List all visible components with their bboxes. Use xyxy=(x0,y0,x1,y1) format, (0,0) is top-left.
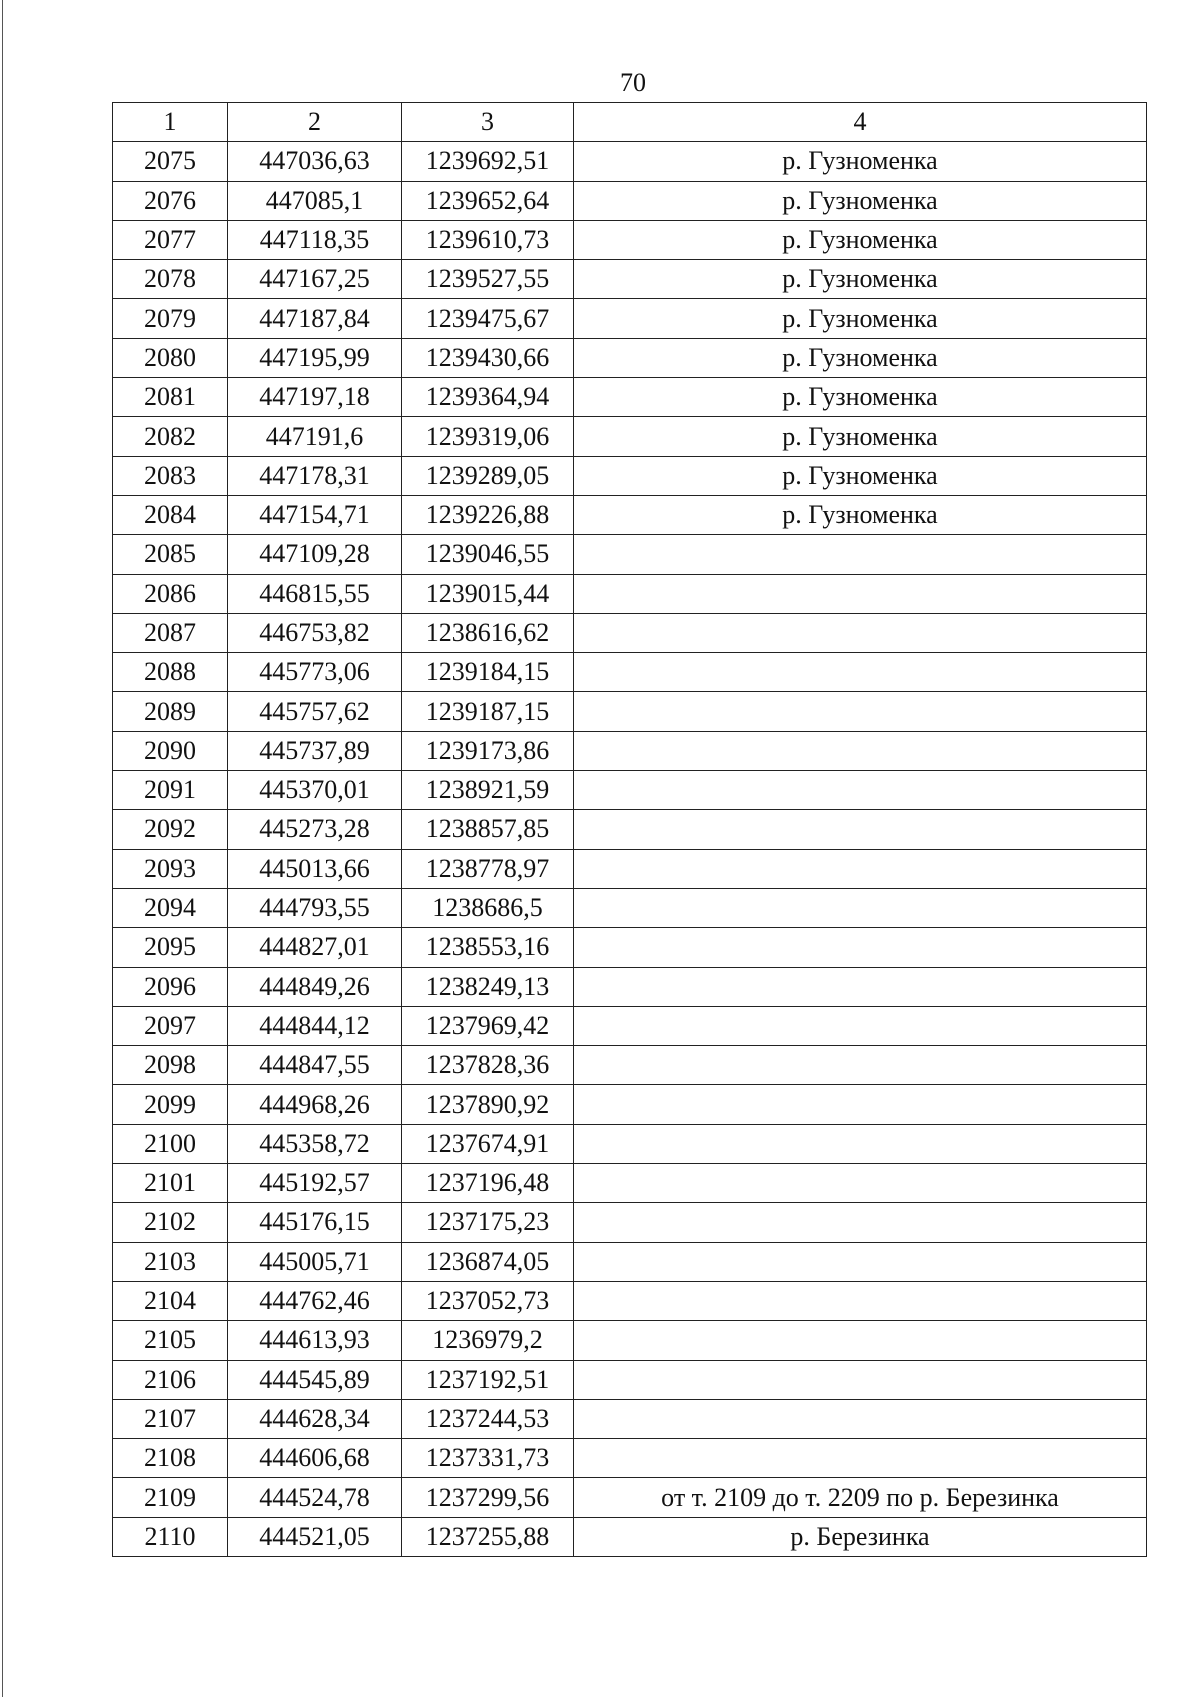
column-header: 2 xyxy=(228,103,402,142)
table-row xyxy=(113,653,1147,692)
description-cell: р. Гузноменка xyxy=(574,142,1147,181)
table-row xyxy=(113,888,1147,927)
point-number-cell: 2087 xyxy=(113,613,228,652)
description-cell xyxy=(574,810,1147,849)
x-coordinate-cell: 445176,15 xyxy=(228,1203,402,1242)
x-coordinate-cell: 444847,55 xyxy=(228,1046,402,1085)
y-coordinate-cell: 1237969,42 xyxy=(402,1006,574,1045)
table-row xyxy=(113,1242,1147,1281)
x-coordinate-cell: 447187,84 xyxy=(228,299,402,338)
y-coordinate-cell: 1239475,67 xyxy=(402,299,574,338)
point-number-cell: 2093 xyxy=(113,849,228,888)
point-number-cell: 2082 xyxy=(113,417,228,456)
description-cell: от т. 2109 до т. 2209 по р. Березинка xyxy=(574,1478,1147,1517)
scan-edge xyxy=(2,0,3,1697)
table-row xyxy=(113,1203,1147,1242)
description-cell xyxy=(574,771,1147,810)
y-coordinate-cell: 1239610,73 xyxy=(402,220,574,259)
table-row xyxy=(113,692,1147,731)
description-cell xyxy=(574,653,1147,692)
table-row xyxy=(113,849,1147,888)
table-row xyxy=(113,260,1147,299)
table-row xyxy=(113,417,1147,456)
x-coordinate-cell: 447118,35 xyxy=(228,220,402,259)
table-body xyxy=(113,142,1147,1557)
y-coordinate-cell: 1239015,44 xyxy=(402,574,574,613)
table-row xyxy=(113,1360,1147,1399)
description-cell: р. Гузноменка xyxy=(574,220,1147,259)
x-coordinate-cell: 445013,66 xyxy=(228,849,402,888)
x-coordinate-cell: 444849,26 xyxy=(228,967,402,1006)
x-coordinate-cell: 447036,63 xyxy=(228,142,402,181)
point-number-cell: 2089 xyxy=(113,692,228,731)
table-row xyxy=(113,613,1147,652)
point-number-cell: 2090 xyxy=(113,731,228,770)
description-cell: р. Гузноменка xyxy=(574,338,1147,377)
y-coordinate-cell: 1237331,73 xyxy=(402,1439,574,1478)
y-coordinate-cell: 1238553,16 xyxy=(402,928,574,967)
description-cell xyxy=(574,1242,1147,1281)
table-row xyxy=(113,1399,1147,1438)
y-coordinate-cell: 1239046,55 xyxy=(402,535,574,574)
point-number-cell: 2086 xyxy=(113,574,228,613)
x-coordinate-cell: 445773,06 xyxy=(228,653,402,692)
point-number-cell: 2079 xyxy=(113,299,228,338)
table-row xyxy=(113,220,1147,259)
description-cell xyxy=(574,1124,1147,1163)
point-number-cell: 2077 xyxy=(113,220,228,259)
description-cell xyxy=(574,1164,1147,1203)
description-cell xyxy=(574,1203,1147,1242)
x-coordinate-cell: 444521,05 xyxy=(228,1517,402,1556)
y-coordinate-cell: 1239692,51 xyxy=(402,142,574,181)
table-row xyxy=(113,928,1147,967)
point-number-cell: 2081 xyxy=(113,378,228,417)
description-cell: р. Гузноменка xyxy=(574,299,1147,338)
x-coordinate-cell: 444762,46 xyxy=(228,1281,402,1320)
y-coordinate-cell: 1237890,92 xyxy=(402,1085,574,1124)
point-number-cell: 2105 xyxy=(113,1321,228,1360)
description-cell xyxy=(574,535,1147,574)
y-coordinate-cell: 1239226,88 xyxy=(402,495,574,534)
x-coordinate-cell: 447178,31 xyxy=(228,456,402,495)
point-number-cell: 2095 xyxy=(113,928,228,967)
x-coordinate-cell: 447195,99 xyxy=(228,338,402,377)
point-number-cell: 2110 xyxy=(113,1517,228,1556)
y-coordinate-cell: 1236979,2 xyxy=(402,1321,574,1360)
description-cell: р. Гузноменка xyxy=(574,260,1147,299)
y-coordinate-cell: 1239184,15 xyxy=(402,653,574,692)
column-header: 3 xyxy=(402,103,574,142)
point-number-cell: 2076 xyxy=(113,181,228,220)
x-coordinate-cell: 444827,01 xyxy=(228,928,402,967)
y-coordinate-cell: 1237196,48 xyxy=(402,1164,574,1203)
point-number-cell: 2088 xyxy=(113,653,228,692)
x-coordinate-cell: 445737,89 xyxy=(228,731,402,770)
y-coordinate-cell: 1239289,05 xyxy=(402,456,574,495)
x-coordinate-cell: 447085,1 xyxy=(228,181,402,220)
point-number-cell: 2104 xyxy=(113,1281,228,1320)
x-coordinate-cell: 444606,68 xyxy=(228,1439,402,1478)
table-row xyxy=(113,1439,1147,1478)
y-coordinate-cell: 1239652,64 xyxy=(402,181,574,220)
y-coordinate-cell: 1239173,86 xyxy=(402,731,574,770)
table-row xyxy=(113,1164,1147,1203)
description-cell xyxy=(574,1360,1147,1399)
point-number-cell: 2098 xyxy=(113,1046,228,1085)
x-coordinate-cell: 447197,18 xyxy=(228,378,402,417)
description-cell: р. Гузноменка xyxy=(574,417,1147,456)
x-coordinate-cell: 447167,25 xyxy=(228,260,402,299)
description-cell: р. Березинка xyxy=(574,1517,1147,1556)
table-row xyxy=(113,1124,1147,1163)
table-row xyxy=(113,1281,1147,1320)
point-number-cell: 2101 xyxy=(113,1164,228,1203)
description-cell xyxy=(574,731,1147,770)
point-number-cell: 2075 xyxy=(113,142,228,181)
description-cell xyxy=(574,849,1147,888)
point-number-cell: 2099 xyxy=(113,1085,228,1124)
table-row xyxy=(113,771,1147,810)
point-number-cell: 2091 xyxy=(113,771,228,810)
description-cell xyxy=(574,888,1147,927)
y-coordinate-cell: 1239319,06 xyxy=(402,417,574,456)
table-row xyxy=(113,1517,1147,1556)
point-number-cell: 2100 xyxy=(113,1124,228,1163)
point-number-cell: 2109 xyxy=(113,1478,228,1517)
x-coordinate-cell: 444968,26 xyxy=(228,1085,402,1124)
y-coordinate-cell: 1238921,59 xyxy=(402,771,574,810)
y-coordinate-cell: 1237175,23 xyxy=(402,1203,574,1242)
x-coordinate-cell: 447154,71 xyxy=(228,495,402,534)
table-header-row xyxy=(113,103,1147,142)
x-coordinate-cell: 444613,93 xyxy=(228,1321,402,1360)
point-number-cell: 2094 xyxy=(113,888,228,927)
table-row xyxy=(113,574,1147,613)
table-row xyxy=(113,1006,1147,1045)
table-row xyxy=(113,1085,1147,1124)
table-row xyxy=(113,338,1147,377)
page-number: 70 xyxy=(620,68,646,97)
point-number-cell: 2096 xyxy=(113,967,228,1006)
y-coordinate-cell: 1238686,5 xyxy=(402,888,574,927)
point-number-cell: 2097 xyxy=(113,1006,228,1045)
y-coordinate-cell: 1237052,73 xyxy=(402,1281,574,1320)
description-cell xyxy=(574,1085,1147,1124)
point-number-cell: 2106 xyxy=(113,1360,228,1399)
x-coordinate-cell: 444545,89 xyxy=(228,1360,402,1399)
point-number-cell: 2078 xyxy=(113,260,228,299)
x-coordinate-cell: 446753,82 xyxy=(228,613,402,652)
y-coordinate-cell: 1237244,53 xyxy=(402,1399,574,1438)
point-number-cell: 2084 xyxy=(113,495,228,534)
table-row xyxy=(113,181,1147,220)
table-row xyxy=(113,495,1147,534)
table-row xyxy=(113,1046,1147,1085)
coordinates-table xyxy=(112,102,1147,1557)
y-coordinate-cell: 1239187,15 xyxy=(402,692,574,731)
column-header: 4 xyxy=(574,103,1147,142)
table-row xyxy=(113,1321,1147,1360)
description-cell: р. Гузноменка xyxy=(574,456,1147,495)
description-cell xyxy=(574,574,1147,613)
y-coordinate-cell: 1238857,85 xyxy=(402,810,574,849)
table-row xyxy=(113,1478,1147,1517)
description-cell xyxy=(574,1281,1147,1320)
x-coordinate-cell: 445358,72 xyxy=(228,1124,402,1163)
x-coordinate-cell: 445005,71 xyxy=(228,1242,402,1281)
point-number-cell: 2107 xyxy=(113,1399,228,1438)
point-number-cell: 2102 xyxy=(113,1203,228,1242)
y-coordinate-cell: 1237299,56 xyxy=(402,1478,574,1517)
description-cell xyxy=(574,1439,1147,1478)
point-number-cell: 2092 xyxy=(113,810,228,849)
x-coordinate-cell: 444524,78 xyxy=(228,1478,402,1517)
description-cell: р. Гузноменка xyxy=(574,378,1147,417)
table-row xyxy=(113,299,1147,338)
x-coordinate-cell: 445370,01 xyxy=(228,771,402,810)
table-row xyxy=(113,456,1147,495)
description-cell xyxy=(574,613,1147,652)
y-coordinate-cell: 1237828,36 xyxy=(402,1046,574,1085)
table-row xyxy=(113,535,1147,574)
y-coordinate-cell: 1237192,51 xyxy=(402,1360,574,1399)
y-coordinate-cell: 1236874,05 xyxy=(402,1242,574,1281)
y-coordinate-cell: 1237674,91 xyxy=(402,1124,574,1163)
description-cell xyxy=(574,692,1147,731)
point-number-cell: 2083 xyxy=(113,456,228,495)
table-row xyxy=(113,378,1147,417)
x-coordinate-cell: 447191,6 xyxy=(228,417,402,456)
x-coordinate-cell: 445757,62 xyxy=(228,692,402,731)
column-header: 1 xyxy=(113,103,228,142)
x-coordinate-cell: 447109,28 xyxy=(228,535,402,574)
y-coordinate-cell: 1239527,55 xyxy=(402,260,574,299)
description-cell: р. Гузноменка xyxy=(574,181,1147,220)
description-cell xyxy=(574,967,1147,1006)
description-cell xyxy=(574,1046,1147,1085)
table-row xyxy=(113,810,1147,849)
y-coordinate-cell: 1238616,62 xyxy=(402,613,574,652)
y-coordinate-cell: 1239430,66 xyxy=(402,338,574,377)
x-coordinate-cell: 445192,57 xyxy=(228,1164,402,1203)
point-number-cell: 2085 xyxy=(113,535,228,574)
x-coordinate-cell: 445273,28 xyxy=(228,810,402,849)
y-coordinate-cell: 1238249,13 xyxy=(402,967,574,1006)
x-coordinate-cell: 444793,55 xyxy=(228,888,402,927)
table-row xyxy=(113,967,1147,1006)
description-cell xyxy=(574,1006,1147,1045)
point-number-cell: 2108 xyxy=(113,1439,228,1478)
x-coordinate-cell: 444844,12 xyxy=(228,1006,402,1045)
description-cell: р. Гузноменка xyxy=(574,495,1147,534)
point-number-cell: 2103 xyxy=(113,1242,228,1281)
y-coordinate-cell: 1237255,88 xyxy=(402,1517,574,1556)
description-cell xyxy=(574,1399,1147,1438)
point-number-cell: 2080 xyxy=(113,338,228,377)
x-coordinate-cell: 444628,34 xyxy=(228,1399,402,1438)
description-cell xyxy=(574,928,1147,967)
y-coordinate-cell: 1239364,94 xyxy=(402,378,574,417)
description-cell xyxy=(574,1321,1147,1360)
y-coordinate-cell: 1238778,97 xyxy=(402,849,574,888)
table-row xyxy=(113,731,1147,770)
table-row xyxy=(113,142,1147,181)
x-coordinate-cell: 446815,55 xyxy=(228,574,402,613)
